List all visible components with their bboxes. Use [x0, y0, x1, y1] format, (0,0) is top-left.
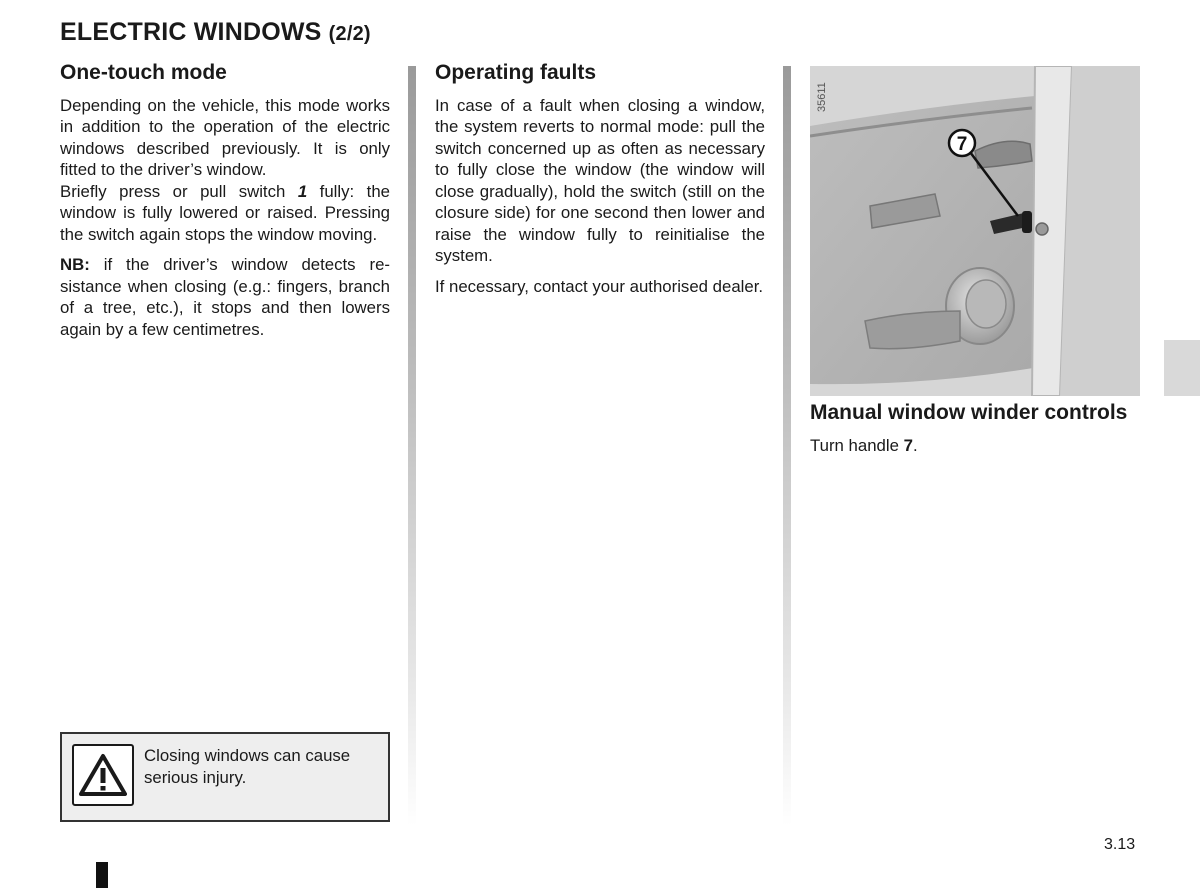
nb-paragraph — [60, 254, 390, 340]
one-touch-para-2 — [60, 181, 390, 246]
figure-number: 35611 — [816, 82, 828, 112]
warning-text: Closing windows can cause serious injury. — [144, 746, 351, 787]
manual-winder-text — [810, 435, 1140, 457]
section-tab-marker — [1164, 340, 1200, 396]
page-title-suffix: (2/2) — [328, 23, 371, 45]
handle-ref: 7 — [903, 436, 913, 455]
one-touch-para-1: Depending on the vehicle, this mode works in addition to the operation of the electric windows described previously. It is only fitted to the driver’s window. — [60, 95, 390, 180]
warning-triangle-icon — [72, 744, 134, 806]
operating-faults-heading: Operating faults — [435, 61, 597, 84]
manual-winder-text-pre: Turn handle — [810, 436, 904, 455]
door-panel-illustration — [810, 66, 1140, 396]
operating-faults-section — [435, 60, 765, 297]
switch-ref: 1 — [297, 181, 308, 201]
manual-winder-heading: Manual window winder controls — [810, 401, 1128, 424]
manual-winder-section — [810, 400, 1140, 457]
figure-callout: 7 — [956, 134, 968, 155]
manual-winder-text-post: . — [912, 436, 918, 455]
one-touch-para-2-pre: Briefly press or pull switch — [60, 181, 298, 201]
bottom-edge-mark — [96, 862, 108, 888]
column-divider-1 — [408, 66, 416, 826]
one-touch-section — [60, 60, 390, 340]
one-touch-heading: One-touch mode — [60, 61, 227, 84]
page-title-main: ELECTRIC WINDOWS — [60, 18, 322, 46]
operating-faults-para-2: If necessary, contact your authorised dealer. — [435, 276, 764, 296]
nb-text: if the driver’s window detects re-sistance when closing (e.g.: fingers, branch of a tree, etc.), it stops and then lowers again by a few centimetres. — [60, 255, 390, 339]
page-title — [60, 18, 371, 47]
door-panel-figure — [810, 66, 1140, 396]
one-touch-para-2-post: fully: the window is fully lowered or raised. Pressing the switch again stops the window moving. — [60, 181, 390, 244]
nb-label: NB: — [60, 255, 90, 275]
column-divider-2 — [783, 66, 791, 826]
operating-faults-para-1: In case of a fault when closing a window, the system reverts to normal mode: pull the switch concerned up as often as necessary to fully close the window (the window will close gradually), hold the switch (still on the closure side) for one second then lower and raise the window fully to reinitialise the system. — [435, 95, 765, 266]
page-number: 3.13 — [1104, 836, 1136, 853]
warning-box — [60, 732, 390, 822]
